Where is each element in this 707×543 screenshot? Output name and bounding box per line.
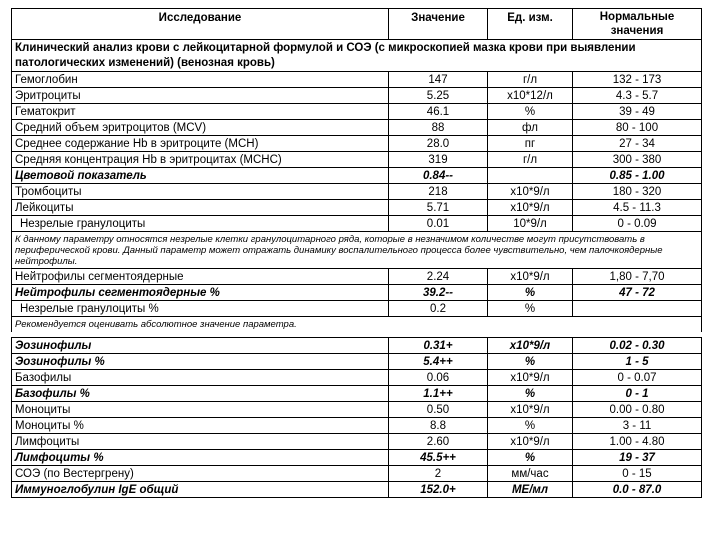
table-row xyxy=(12,285,702,301)
unit: % xyxy=(488,450,573,466)
unit: мм/час xyxy=(488,466,573,482)
test-name: Среднее содержание Hb в эритроците (MCH) xyxy=(12,136,389,152)
test-name: Базофилы xyxy=(12,370,389,386)
reference-range: 0.0 - 87.0 xyxy=(573,482,702,498)
table-row xyxy=(12,152,702,168)
test-name: Лимфоциты xyxy=(12,434,389,450)
unit: г/л xyxy=(488,72,573,88)
test-name: Лимфоциты % xyxy=(12,450,389,466)
test-name: Моноциты % xyxy=(12,418,389,434)
test-name: Гематокрит xyxy=(12,104,389,120)
header-norm: Нормальные значения xyxy=(573,9,702,40)
header-value: Значение xyxy=(389,9,488,40)
result-value: 319 xyxy=(389,152,488,168)
table-header-row xyxy=(12,9,702,40)
reference-range: 4.5 - 11.3 xyxy=(573,200,702,216)
test-name: Эозинофилы xyxy=(12,338,389,354)
test-name: Средний объем эритроцитов (MCV) xyxy=(12,120,389,136)
result-value: 0.50 xyxy=(389,402,488,418)
reference-range: 19 - 37 xyxy=(573,450,702,466)
unit: x10*9/л xyxy=(488,184,573,200)
unit: x10*9/л xyxy=(488,402,573,418)
unit: % xyxy=(488,104,573,120)
test-name: Незрелые гранулоциты xyxy=(12,216,389,232)
reference-range: 1 - 5 xyxy=(573,354,702,370)
unit: фл xyxy=(488,120,573,136)
table-row xyxy=(12,72,702,88)
unit: МЕ/мл xyxy=(488,482,573,498)
reference-range: 47 - 72 xyxy=(573,285,702,301)
result-value: 2 xyxy=(389,466,488,482)
result-value: 218 xyxy=(389,184,488,200)
header-unit: Ед. изм. xyxy=(488,9,573,40)
result-value: 8.8 xyxy=(389,418,488,434)
table-row xyxy=(12,269,702,285)
result-value: 5.4++ xyxy=(389,354,488,370)
reference-range: 0.00 - 0.80 xyxy=(573,402,702,418)
note-text: К данному параметру относятся незрелые клетки гранулоцитарного ряда, которые в незначимом количестве могут присутствовать в периферической крови. Данный параметр может отражать динамику воспалительного процесса более чувствительно, чем палочкоядерные нейтрофилы. xyxy=(12,232,702,269)
result-value: 1.1++ xyxy=(389,386,488,402)
result-value: 2.24 xyxy=(389,269,488,285)
table-row xyxy=(12,104,702,120)
table-row xyxy=(12,402,702,418)
result-value: 5.25 xyxy=(389,88,488,104)
unit xyxy=(488,168,573,184)
test-name: Средняя концентрация Hb в эритроцитах (MCHC) xyxy=(12,152,389,168)
unit: г/л xyxy=(488,152,573,168)
reference-range: 0 - 1 xyxy=(573,386,702,402)
table-row xyxy=(12,168,702,184)
result-value: 152.0+ xyxy=(389,482,488,498)
table-row xyxy=(12,482,702,498)
test-name: СОЭ (по Вестергрену) xyxy=(12,466,389,482)
table-row xyxy=(12,200,702,216)
unit: x10*9/л xyxy=(488,200,573,216)
reference-range: 27 - 34 xyxy=(573,136,702,152)
reference-range: 0.85 - 1.00 xyxy=(573,168,702,184)
test-name: Эозинофилы % xyxy=(12,354,389,370)
table-row xyxy=(12,434,702,450)
result-value: 147 xyxy=(389,72,488,88)
reference-range: 4.3 - 5.7 xyxy=(573,88,702,104)
reference-range: 1.00 - 4.80 xyxy=(573,434,702,450)
reference-range: 80 - 100 xyxy=(573,120,702,136)
section-title: Клинический анализ крови с лейкоцитарной формулой и СОЭ (с микроскопией мазка крови при выявлении патологических изменений) (венозная кровь) xyxy=(12,40,702,72)
result-value: 0.01 xyxy=(389,216,488,232)
unit: % xyxy=(488,301,573,317)
reference-range xyxy=(573,301,702,317)
unit: x10*9/л xyxy=(488,370,573,386)
reference-range: 1,80 - 7,70 xyxy=(573,269,702,285)
unit: x10*9/л xyxy=(488,338,573,354)
lab-results-document xyxy=(11,8,701,498)
table-row xyxy=(12,120,702,136)
table-row xyxy=(12,301,702,317)
result-value: 88 xyxy=(389,120,488,136)
table-row xyxy=(12,338,702,354)
test-name: Цветовой показатель xyxy=(12,168,389,184)
reference-range: 180 - 320 xyxy=(573,184,702,200)
result-value: 45.5++ xyxy=(389,450,488,466)
result-value: 28.0 xyxy=(389,136,488,152)
unit: % xyxy=(488,285,573,301)
test-name: Базофилы % xyxy=(12,386,389,402)
unit: 10*9/л xyxy=(488,216,573,232)
unit: % xyxy=(488,386,573,402)
result-value: 0.84-- xyxy=(389,168,488,184)
results-table xyxy=(11,8,702,498)
reference-range: 0 - 15 xyxy=(573,466,702,482)
table-row xyxy=(12,88,702,104)
test-name: Моноциты xyxy=(12,402,389,418)
section-row xyxy=(12,40,702,72)
table-row xyxy=(12,450,702,466)
result-value: 46.1 xyxy=(389,104,488,120)
unit: пг xyxy=(488,136,573,152)
reference-range: 0.02 - 0.30 xyxy=(573,338,702,354)
reference-range: 0 - 0.07 xyxy=(573,370,702,386)
test-name: Нейтрофилы сегментоядерные xyxy=(12,269,389,285)
result-value: 39.2-- xyxy=(389,285,488,301)
unit: x10*12/л xyxy=(488,88,573,104)
table-row xyxy=(12,418,702,434)
header-test: Исследование xyxy=(12,9,389,40)
unit: x10*9/л xyxy=(488,434,573,450)
table-row xyxy=(12,354,702,370)
result-value: 0.2 xyxy=(389,301,488,317)
reference-range: 0 - 0.09 xyxy=(573,216,702,232)
test-name: Иммуноглобулин IgE общий xyxy=(12,482,389,498)
result-value: 0.31+ xyxy=(389,338,488,354)
table-row xyxy=(12,216,702,232)
unit: % xyxy=(488,418,573,434)
result-value: 2.60 xyxy=(389,434,488,450)
unit: % xyxy=(488,354,573,370)
reference-range: 132 - 173 xyxy=(573,72,702,88)
reference-range: 3 - 11 xyxy=(573,418,702,434)
result-value: 0.06 xyxy=(389,370,488,386)
reference-range: 39 - 49 xyxy=(573,104,702,120)
unit: x10*9/л xyxy=(488,269,573,285)
test-name: Лейкоциты xyxy=(12,200,389,216)
note-text: Рекомендуется оценивать абсолютное значение параметра. xyxy=(12,317,702,333)
test-name: Нейтрофилы сегментоядерные % xyxy=(12,285,389,301)
table-row xyxy=(12,136,702,152)
note-row xyxy=(12,317,702,333)
table-row xyxy=(12,386,702,402)
table-row xyxy=(12,466,702,482)
test-name: Тромбоциты xyxy=(12,184,389,200)
reference-range: 300 - 380 xyxy=(573,152,702,168)
test-name: Незрелые гранулоциты % xyxy=(12,301,389,317)
note-row xyxy=(12,232,702,269)
table-row xyxy=(12,184,702,200)
test-name: Гемоглобин xyxy=(12,72,389,88)
table-row xyxy=(12,370,702,386)
result-value: 5.71 xyxy=(389,200,488,216)
test-name: Эритроциты xyxy=(12,88,389,104)
